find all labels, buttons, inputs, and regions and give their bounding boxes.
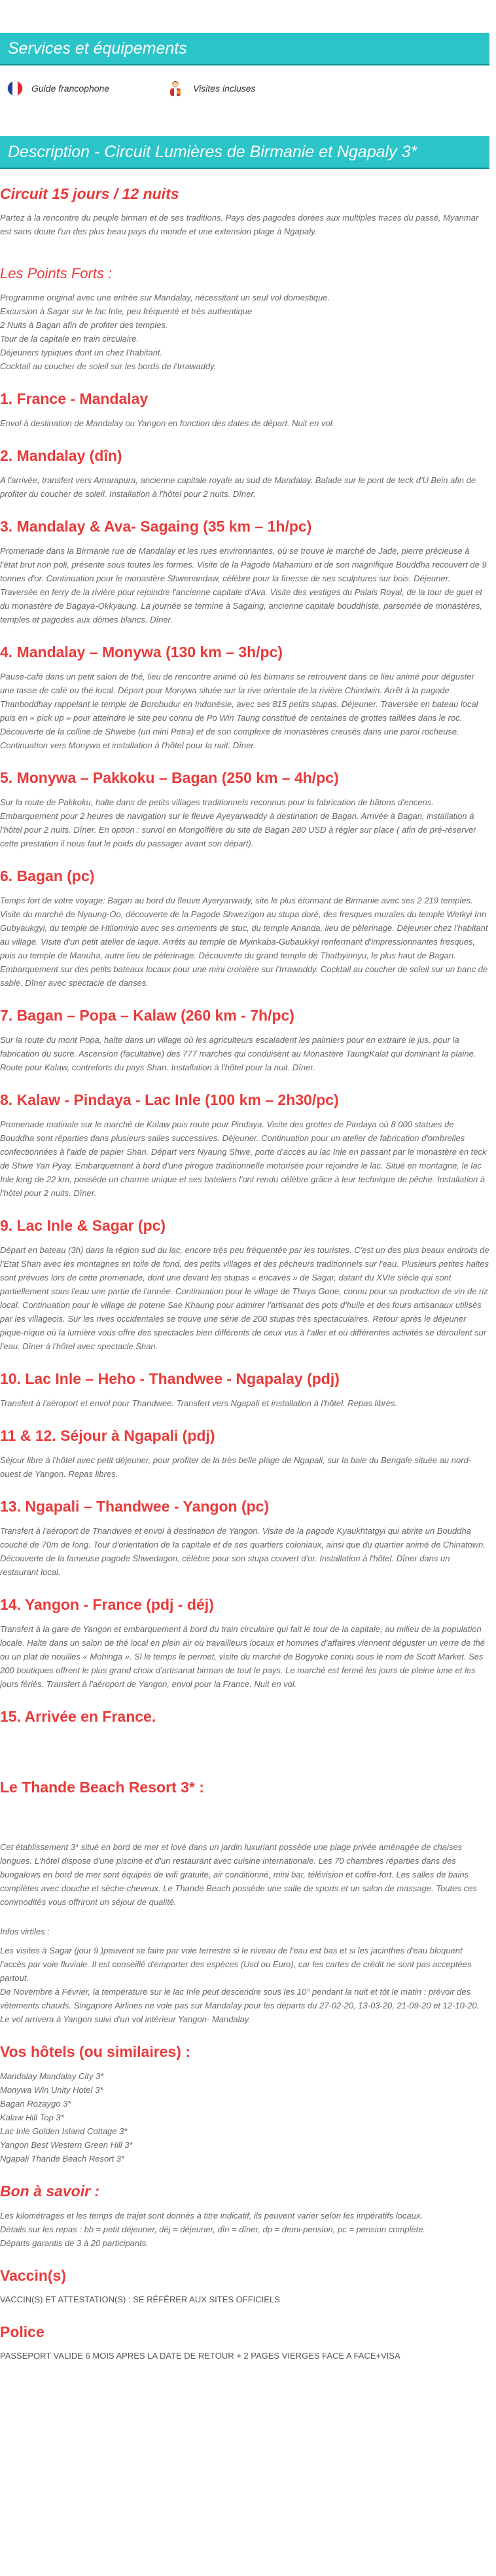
bon-savoir-item: Départs garantis de 3 à 20 participants. [0, 2238, 149, 2248]
bon-savoir-title: Bon à savoir : [0, 2183, 100, 2200]
day-title: 2. Mandalay (dîn) [0, 447, 122, 464]
highlights-list [0, 291, 489, 373]
day-text: Envol à destination de Mandalay ou Yangon en fonction des dates de départ. Nuit en vol. [0, 418, 335, 428]
day-text: Temps fort de votre voyage: Bagan au bord du fleuve Ayeryarwady, site le plus étonnant de Birmanie avec ses 2 219 temples. Visite du marché de Nyaung-Oo, découverte de la Pagode Shwezigon au stupa doré, des fresques murales du temple Wetkyi Inn Gubyaukgyi, du temple de Htilominlo avec ses ornements de stuc, du temple Ananda, lieu de pèlerinage. Déjeuner chez l'habitant au village. Visite d'un petit atelier de laque. Arrêts au temple de Myinkaba-Gubaukkyi renfermant d'impressionnantes fresques, puis au temple de Manuha, autre lieu de pèlerinage. Découverte du grand temple de Thatbyinnyu, le plus haut de Bagan. Embarquement sur des petits bateaux locaux pour une mini croisière sur l'Irrawaddy. Cocktail au coucher de soleil sur un banc de sable. Dîner avec spectacle de danses. [0, 896, 488, 988]
day-title: 6. Bagan (pc) [0, 867, 95, 884]
day-title: 3. Mandalay & Ava- Sagaing (35 km – 1h/pc) [0, 518, 312, 535]
resort-title: Le Thande Beach Resort 3* : [0, 1779, 204, 1796]
day-text: Sur la route du mont Popa, halte dans un village où les agriculteurs escaladent les palmiers pour en extraire le jus, pour la fabrication du sucre. Ascension (facultative) des 777 marches qui conduisent au Monastère TaungKalat qui dominant la plaine. Route pour Kalaw, contreforts du pays Shan. Installation à l'hôtel pour la nuit. Dîner. [0, 1035, 476, 1072]
bon-savoir-item: Détails sur les repas : bb = petit déjeuner, déj = déjeuner, dîn = dîner, dp = demi-pension, pc = pension complète. [0, 2224, 426, 2234]
infos-heading: Infos virtiles : [0, 1927, 50, 1936]
day-text: Promenade matinale sur le marché de Kalaw puis route pour Pindaya. Visite des grottes de Pindaya où 8 000 statues de Bouddha sont réparties dans plusieurs salles successives. Déjeuner. Continuation pour un atelier de fabrication d'ombrelles confectionnées à l'aide de papier Shan. Départ vers Nyaung Shwe, porte d'accès au lac Inle en passant par le monastère en teck de Shwe Yan Pyay. Embarquement à bord d'une pirogue traditionnelle motorisée pour rejoindre le lac. Situé en montagne, le lac Inle long de 22 km, possède un charme unique et ses bateliers l'ont rendu célèbre grâce à leur technique de pêche. Installation à l'hôtel pour 2 nuits. Dîner. [0, 1119, 487, 1198]
services-banner: Services et équipements [0, 33, 489, 64]
hotel-item: Mandalay Mandalay City 3* [0, 2071, 104, 2081]
hotel-item: Lac Inle Golden Island Cottage 3* [0, 2126, 128, 2136]
highlight-item: 2 Nuits à Bagan afin de profiter des temples. [0, 320, 168, 330]
police-text: PASSEPORT VALIDE 6 MOIS APRES LA DATE DE RETOUR + 2 PAGES VIERGES FACE A FACE+VISA [0, 2351, 400, 2361]
day-title: 4. Mandalay – Monywa (130 km – 3h/pc) [0, 644, 283, 661]
hotel-item: Monywa Win Unity Hotel 3* [0, 2085, 103, 2095]
highlight-item: Tour de la capitale en train circulaire. [0, 334, 139, 344]
day-title: 8. Kalaw - Pindaya - Lac Inle (100 km – 2h30/pc) [0, 1091, 339, 1108]
day-title: 1. France - Mandalay [0, 390, 149, 407]
resort-text: Cet établissement 3* situé en bord de mer et lové dans un jardin luxuriant possède une plage privée aménagée de chaises longues. L'hôtel dispose d'une piscine et d'un restaurant avec cuisine internationale. Les 70 chambres réparties dans des bungalows en bord de mer sont équipés de wifi gratuite, air conditionné, mini bar, télévision et coffre-fort. Les salles de bains complètes avec douche et sèche-cheveux. Le Thande Beach possède une salle de sports et un salon de massage. Toutes ces commodités vous offriront un séjour de qualité. [0, 1842, 477, 1907]
day-text: Départ en bateau (3h) dans la région sud du lac, encore très peu fréquentée par les touristes. C'est un des plus beaux endroits de l'Etat Shan avec les montagnes en toile de fond, des petits villages et des pêcheurs traditionnels sur l'eau. Plusieurs petites haltes sont prévues lors de cette promenade, dont une devant les stupas « encavés » de Sagar, datant du XVIe siècle qui sont partiellement sous l'eau une partie de l'année. Continuation pour le village de Thaya Gone, connu pour sa production de vin de riz local. Continuation pour le village de poterie Sae Khaung pour admirer l'artisanat des pots d'huile et des fours artisanaux utilisés par les villageois. Sur les rives occidentales se trouve une série de 200 stupas très spectaculaires. Retour après le déjeuner pique-nique où la lumière vous offre des spectacles bien différents de ceux vus à l'aller et où différentes activités se déroulent sur l'eau. Dîner à l'hôtel avec spectacle Shan. [0, 1245, 489, 1351]
bon-savoir-list [0, 2209, 489, 2250]
day-title: 5. Monywa – Pakkoku – Bagan (250 km – 4h/pc) [0, 769, 339, 786]
day-text: Séjour libre à l'hôtel avec petit déjeuner, pour profiter de la très belle plage de Ngapali, sur la baie du Bengale située au nord-ouest de Yangon. Repas libres. [0, 1455, 472, 1479]
hotels-list [0, 2069, 489, 2166]
vaccins-title: Vaccin(s) [0, 2267, 66, 2284]
description-content [0, 185, 496, 2363]
day-title: 7. Bagan – Popa – Kalaw (260 km - 7h/pc) [0, 1007, 294, 1024]
highlight-item: Déjeuners typiques dont un chez l'habitant. [0, 348, 163, 357]
hotels-title: Vos hôtels (ou similaires) : [0, 2043, 190, 2060]
day-title: 11 & 12. Séjour à Ngapali (pdj) [0, 1427, 215, 1444]
day-title: 10. Lac Inle – Heho - Thandwee - Ngapalay (pdj) [0, 1370, 340, 1387]
bon-savoir-item: Les kilométrages et les temps de trajet sont donnés à titre indicatif, ils peuvent varier selon les impératifs locaux. [0, 2211, 423, 2221]
police-title: Police [0, 2323, 44, 2340]
highlight-item: Programme original avec une entrée sur Mandalay, nécessitant un seul vol domestique. [0, 293, 330, 302]
day-title: 13. Ngapali – Thandwee - Yangon (pc) [0, 1498, 270, 1515]
french-flag-icon [8, 81, 22, 96]
hotel-item: Kalaw Hill Top 3* [0, 2113, 64, 2122]
day-text: A l'arrivée, transfert vers Amarapura, ancienne capitale royale au sud de Mandalay. Balade sur le pont de teck d'U Bein afin de profiter du coucher de soleil. Installation à l'hôtel pour 2 nuits. Dîner. [0, 475, 476, 499]
highlights-title: Les Points Forts : [0, 265, 113, 281]
infos-text: Les visites à Sagar (jour 9 )peuvent se faire par voie terrestre si le niveau de l'eau est bas et si les jacinthes d'eau bloquent l'accès par voie fluviale. Il est conseillé d'emporter des espèces (Usd ou Euro), car les cartes de crédit ne sont pas acceptées partout. De Novembre à Février, la température sur le lac Inle peut descendre sous les 10° pendant la nuit et tôt le matin : prévoir des vêtements chauds. Singapore Airlines ne vole pas sur Mandalay pour les départs du 27-02-20, 13-03-20, 21-09-20 et 12-10-20. Le vol arrivera à Yangon suivi d'un vol intérieur Yangon- Mandalay. [0, 1946, 480, 2024]
vaccins-text: VACCIN(S) ET ATTESTATION(S) : SE RÉFÉRER AUX SITES OFFICIELS [0, 2295, 280, 2304]
hotel-item: Bagan Rozaygo 3* [0, 2099, 71, 2109]
service-guide [8, 81, 109, 96]
highlight-item: Excursion à Sagar sur le lac Inle, peu fréquenté et très authentique [0, 306, 253, 316]
day-text: Pause-café dans un petit salon de thé, lieu de rencontre animé où les birmans se retrouvent dans ce lieu animé pour déguster une tasse de café ou thé local. Départ pour Monywa située sur la rive orientale de la rivière Chindwin. Arrêt à la pagode Thanboddhay rappelant le temple de Borobudur en Indonésie, avec ses 815 petits stupas. Déjeuner. Traversée en bateau local puis en « pick up » pour atteindre le site peu connu de Po Win Taung constitué de centaines de grottes taillées dans le roc. Découverte de la colline de Shwebe (un mini Petra) et de son complexe de monastères creusés dans une paroi rocheuse. Continuation vers Monywa et installation à l'hôtel pour la nuit. Dîner. [0, 672, 478, 750]
intro-text: Partez à la rencontre du peuple birman et de ses traditions. Pays des pagodes dorées aux multiples traces du passé, Myanmar est sans doute l'un des plus beau pays du monde et une extension plage à Ngapaly. [0, 213, 479, 236]
day-text: Transfert à l'aéroport de Thandwee et envol à destination de Yangon. Visite de la pagode Kyaukhtatgyi qui abrite un Bouddha couché de 70m de long. Tour d'orientation de la capitale et de ses quartiers coloniaux, ainsi que du quartier animé de Chinatown. Découverte de la fameuse pagode Shwedagon, célèbre pour son stupa couvert d'or. Installation à l'hôtel. Dîner dans un restaurant local. [0, 1526, 486, 1577]
service-visits [167, 80, 255, 97]
day-title: 14. Yangon - France (pdj - déj) [0, 1596, 214, 1613]
day-text: Promenade dans la Birmanie rue de Mandalay et les rues environnantes, où se trouve le marché de Jade, pierre précieuse à l'état brut non poli, présente sous toutes les formes. Visite de la Pagode Mahamuni et de son magnifique Bouddha recouvert de 9 tonnes d'or. Continuation pour le monastère Shwenandaw, célèbre pour la finesse de ses sculptures sur bois. Déjeuner. Traversée en ferry de la rivière pour rejoindre l'ancienne capitale d'Ava. Visite des vestiges du Palais Royal, de la tour de guet et du monastère de Bagaya-Okkyaung. La journée se termine à Sagaing, ancienne capitale bouddhiste, parsemée de monastères, temples et pagodes aux dômes blancs. Dîner. [0, 546, 487, 625]
day-text: Sur la route de Pakkoku, halte dans de petits villages traditionnels reconnus pour la fabrication de bâtons d'encens. Embarquement pour 2 heures de navigation sur le fleuve Ayeyarwaddy à destination de Bagan. Arrivée à Bagan, installation à l'hôtel pour 2 nuits. Dîner. En option : survol en Mongolfière du site de Bagan 280 USD à régler sur place ( afin de pré-réserver cette prestation il nous faut le poids du passager avant son départ). [0, 797, 476, 848]
visit-person-icon [167, 80, 184, 97]
day-text: Transfert à l'aéroport et envol pour Thandwee. Transfert vers Ngapali et installation à l'hôtel. Repas libres. [0, 1398, 398, 1408]
day-text: Transfert à la gare de Yangon et embarquement à bord du train circulaire qui fait le tour de la capitale, au milieu de la population locale. Halte dans un salon de thé local en plein air où travailleurs locaux et hommes d'affaires viennent déguster un verre de thé ou un plat de nouilles « Mohinga ». Si le temps le permet, visite du marché de Bogyoke connu sous le nom de Scott Market. Ses 200 boutiques offrent le plus grand choix d'artisanat birman de tout le pays. Le marché est fermé les jours de pleine lune et les jours fériés. Transfert à l'aéroport de Yangon, envol pour la France. Nuit en vol. [0, 1624, 486, 1689]
day-title: 9. Lac Inle & Sagar (pc) [0, 1217, 166, 1234]
page [0, 33, 496, 2382]
service-guide-label: Guide francophone [31, 83, 110, 94]
hotel-item: Ngapali Thande Beach Resort 3* [0, 2154, 125, 2164]
hotel-item: Yangon Best Western Green Hill 3* [0, 2140, 133, 2150]
service-visits-label: Visites incluses [193, 83, 256, 94]
description-banner: Description - Circuit Lumières de Birmanie et Ngapaly 3* [0, 136, 489, 168]
highlight-item: Cocktail au coucher de soleil sur les bords de l'Irrawaddy. [0, 361, 217, 371]
day-title: 15. Arrivée en France. [0, 1708, 156, 1725]
circuit-title: Circuit 15 jours / 12 nuits [0, 185, 179, 202]
services-row [8, 73, 496, 103]
